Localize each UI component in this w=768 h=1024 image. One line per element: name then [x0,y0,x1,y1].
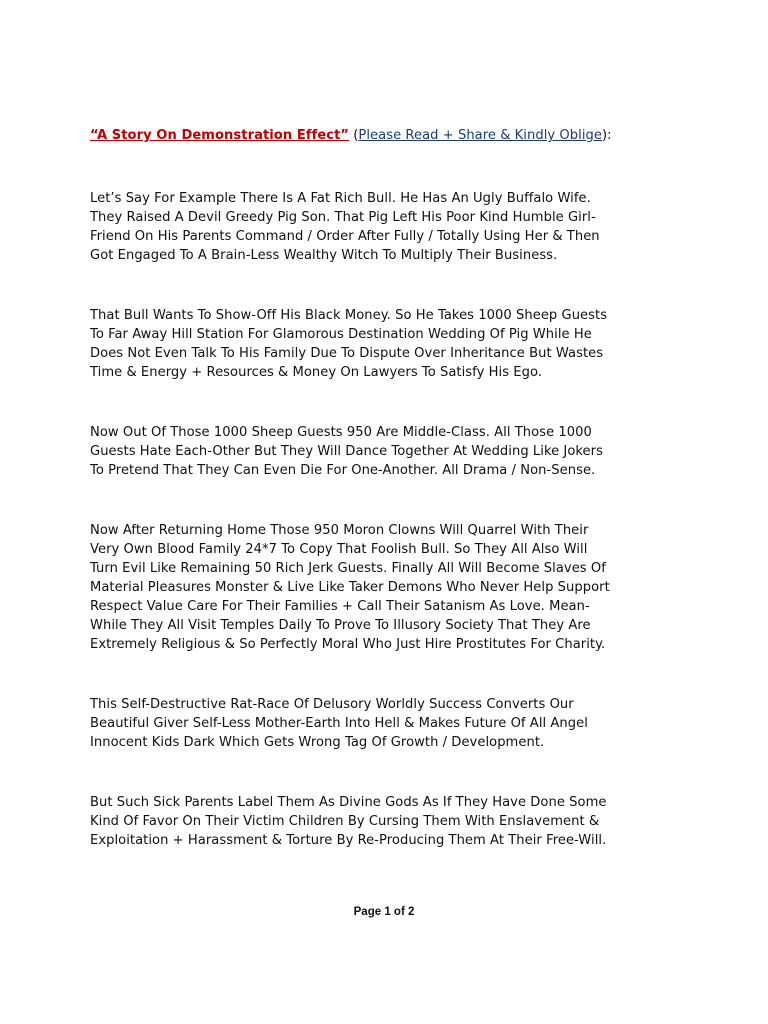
text-line: They Raised A Devil Greedy Pig Son. That Pig Left His Poor Kind Humble Girl- [90,210,596,225]
total-page-count: 2 [407,906,415,918]
text-line: Innocent Kids Dark Which Gets Wrong Tag Of Growth / Development. [90,735,545,750]
text-line: This Self-Destructive Rat-Race Of Delusory Worldly Success Converts Our [90,697,574,712]
text-line: Exploitation + Harassment & Torture By Re-Producing Them At Their Free-Will. [90,833,607,848]
page-number-footer [0,906,768,918]
text-line: Material Pleasures Monster & Live Like Taker Demons Who Never Help Support [90,580,610,595]
paragraph-4 [90,521,690,654]
text-line: Extremely Religious & So Perfectly Moral Who Just Hire Prostitutes For Charity. [90,637,606,652]
heading-paren-close: ): [601,128,612,143]
text-line: Guests Hate Each-Other But They Will Dance Together At Wedding Like Jokers [90,444,603,459]
text-line: Got Engaged To A Brain-Less Wealthy Witch To Multiply Their Business. [90,248,558,263]
paragraph-6 [90,793,690,850]
text-line: To Far Away Hill Station For Glamorous Destination Wedding Of Pig While He [90,327,592,342]
current-page-number: 1 [384,906,391,918]
paragraph-1 [90,189,690,265]
text-line: While They All Visit Temples Daily To Prove To Illusory Society That They Are [90,618,591,633]
text-line: Turn Evil Like Remaining 50 Rich Jerk Guests. Finally All Will Become Slaves Of [90,561,606,576]
text-line: That Bull Wants To Show-Off His Black Money. So He Takes 1000 Sheep Guests [90,308,608,323]
text-line: To Pretend That They Can Even Die For One-Another. All Drama / Non-Sense. [90,463,596,478]
text-line: Beautiful Giver Self-Less Mother-Earth Into Hell & Makes Future Of All Angel [90,716,588,731]
text-line: Does Not Even Talk To His Family Due To Dispute Over Inheritance But Wastes [90,346,604,361]
text-line: Now Out Of Those 1000 Sheep Guests 950 Are Middle-Class. All Those 1000 [90,425,592,440]
document-body [90,126,690,891]
story-title: “A Story On Demonstration Effect” [90,128,350,143]
text-line: Friend On His Parents Command / Order After Fully / Totally Using Her & Then [90,229,600,244]
text-line: Let’s Say For Example There Is A Fat Rich Bull. He Has An Ugly Buffalo Wife. [90,191,591,206]
footer-page-word: Page [353,906,385,918]
text-line: Time & Energy + Resources & Money On Lawyers To Satisfy His Ego. [90,365,543,380]
heading-paren-open: ( [349,128,359,143]
text-line: Respect Value Care For Their Families + Call Their Satanism As Love. Mean- [90,599,590,614]
text-line: But Such Sick Parents Label Them As Divine Gods As If They Have Done Some [90,795,607,810]
share-link[interactable]: Please Read + Share & Kindly Oblige [358,128,602,143]
footer-of-word: of [390,906,408,918]
text-line: Kind Of Favor On Their Victim Children By Cursing Them With Enslavement & [90,814,600,829]
paragraph-2 [90,306,690,382]
text-line: Now After Returning Home Those 950 Moron Clowns Will Quarrel With Their [90,523,589,538]
paragraph-5 [90,695,690,752]
document-heading [90,126,690,145]
paragraph-3 [90,423,690,480]
text-line: Very Own Blood Family 24*7 To Copy That Foolish Bull. So They All Also Will [90,542,588,557]
